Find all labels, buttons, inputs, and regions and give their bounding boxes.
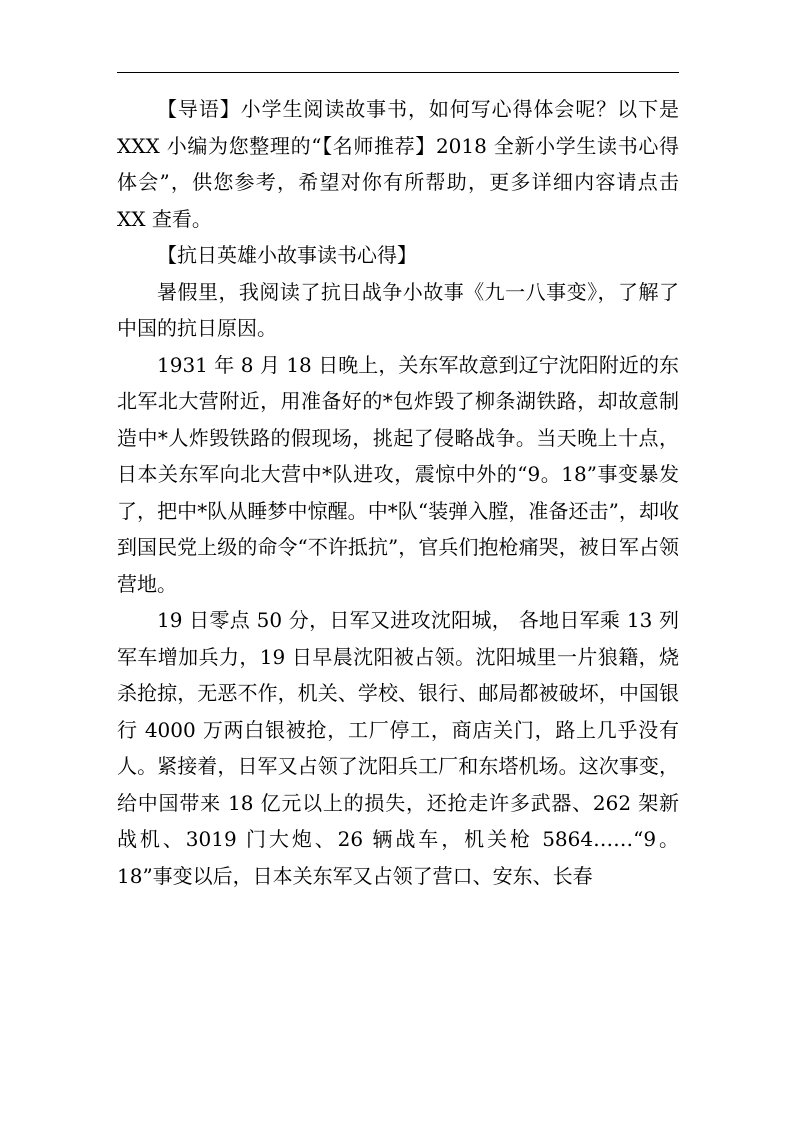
section-heading: 【抗日英雄小故事读书心得】 [157,243,417,267]
body-paragraph: 19 日零点 50 分，日军又进攻沈阳城， 各地日军乘 13 列军车增加兵力，19 日早晨沈阳被占领。沈阳城里一片狼籍，烧杀抢掠，无恶不作，机关、学校、银行、邮局都被破坏，中国银行 4000 万两白银被抢，工厂停工，商店关门，路上几乎没有人。紧接着，日军又占领了沈阳兵工厂和东塔机场。这次事变，给中国带来 18 亿元以上的损失，还抢走许多武器、262 架新战机、3019 门大炮、26 辆战车，机关枪 5864……“9。18”事变以后，日本关东军又占领了营口、安东、长春 [117,608,679,888]
intro-paragraph: 【导语】小学生阅读故事书，如何写心得体会呢？以下是 XXX 小编为您整理的“【名师推荐】2018 全新小学生读书心得体会”，供您参考，希望对你有所帮助，更多详细内容请点击 XX 查看。 [117,97,679,231]
header-rule [117,72,679,73]
body-paragraph: 暑假里，我阅读了抗日战争小故事《九一八事变》，了解了中国的抗日原因。 [117,279,679,340]
body-paragraph: 1931 年 8 月 18 日晚上，关东军故意到辽宁沈阳附近的东北军北大营附近，用准备好的*包炸毁了柳条湖铁路，却故意制造中*人炸毁铁路的假现场，挑起了侵略战争。当天晚上十点，日本关东军向北大营中*队进攻，震惊中外的“9。18”事变暴发了，把中*队从睡梦中惊醒。中*队“装弹入膛，准备还击”，却收到国民党上级的命令“不许抵抗”，官兵们抱枪痛哭，被日军占领营地。 [117,352,679,596]
document-body [117,91,679,894]
